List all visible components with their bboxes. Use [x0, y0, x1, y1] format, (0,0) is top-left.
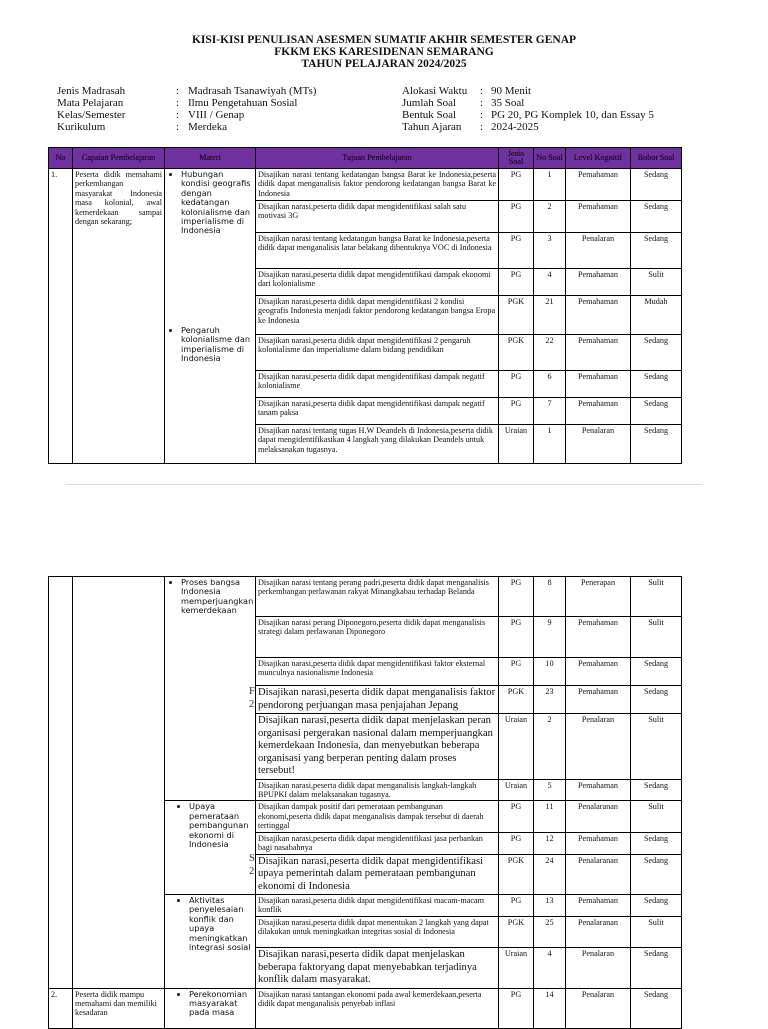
- info-label: Alokasi Waktu: [402, 85, 468, 97]
- bobot-cell: Sedang: [631, 686, 682, 714]
- materi-item: • Upaya pemerataan pembangunan ekonomi di Indonesia: [189, 802, 253, 849]
- jenis-cell: PG: [499, 617, 534, 658]
- bobot-cell: Sedang: [631, 398, 682, 425]
- table-row: [49, 988, 682, 1028]
- bobot-cell: Sedang: [631, 201, 682, 233]
- level-cell: Pemahaman: [566, 296, 631, 335]
- bobot-cell: Sulit: [631, 269, 682, 296]
- bobot-cell: Sedang: [631, 779, 682, 801]
- row-number: 1.: [49, 169, 73, 464]
- col-header-materi: Materi: [165, 148, 256, 169]
- jenis-cell: PGK: [499, 854, 534, 895]
- materi-cell: [165, 895, 256, 989]
- tujuan-cell: Disajikan narasi,peserta didik dapat mengidentifikasi 2 kondisi geografis Indonesia menjadi faktor pendorong kedatangan bangsa Eropa ke Indonesia: [256, 296, 499, 335]
- jenis-cell: PG: [499, 201, 534, 233]
- info-label: Tahun Ajaran: [402, 121, 462, 133]
- info-colon: :: [480, 97, 484, 109]
- tujuan-cell: Disajikan narasi,peserta didik dapat menentukan 2 langkah yang dapat dilakukan untuk meningkatkan integritas sosial di Indonesia: [256, 917, 499, 948]
- info-value: Merdeka: [188, 121, 228, 133]
- level-cell: Penalaran: [566, 425, 631, 464]
- kisi-kisi-table-page-1: [48, 147, 682, 464]
- materi-item: • Perekonomian masyarakat pada masa: [189, 990, 253, 1018]
- materi-item: • Pengaruh kolonialisme dan imperialisme di Indonesia: [181, 326, 253, 364]
- no-soal-cell: 25: [534, 917, 566, 948]
- materi-list: [167, 170, 253, 236]
- no-soal-cell: 24: [534, 854, 566, 895]
- info-label: Jenis Madrasah: [57, 85, 126, 97]
- col-header-tujuan: Tujuan Pembelajaran: [256, 148, 499, 169]
- tujuan-cell: Disajikan narasi,peserta didik dapat menjelaskan beberapa faktoryang dapat menyebabkan terjadinya konflik dalam masyarakat.: [256, 948, 499, 989]
- bobot-cell: Sedang: [631, 854, 682, 895]
- document-page-1: [0, 0, 768, 484]
- level-cell: Penalaran: [566, 714, 631, 780]
- jenis-cell: PG: [499, 658, 534, 686]
- tujuan-cell: Disajikan narasi,peserta didik dapat mengidentifikasi dampak negatif kolonialisme: [256, 371, 499, 398]
- tujuan-cell: Disajikan narasi tentang kedatangan bangsa Barat ke Indonesia,peserta didik dapat menganalisis latar belakang dibentuknya VOC di Indonesia: [256, 233, 499, 269]
- no-soal-cell: 22: [534, 335, 566, 371]
- stray-text-fragment: F: [249, 686, 255, 697]
- bobot-cell: Sulit: [631, 917, 682, 948]
- capaian-cell: Peserta didik memahami perkembangan masyarakat Indonesia masa kolonial, awal kemerdekaan sampai dengan sekarang;: [73, 169, 165, 464]
- doc-title-line-1: KISI-KISI PENULISAN ASESMEN SUMATIF AKHIR SEMESTER GENAP: [191, 34, 577, 46]
- materi-item: • Hubungan kondisi geografis dengan kedatangan kolonialisme dan imperialisme di Indonesia: [181, 170, 253, 236]
- info-colon: :: [480, 109, 484, 121]
- no-soal-cell: 2: [534, 201, 566, 233]
- info-label: Jumlah Soal: [402, 97, 457, 109]
- tujuan-cell: Disajikan narasi,peserta didik dapat mengidentifikasi 2 pengaruh kolonialisme dan imperialisme dalam bidang pendidikan: [256, 335, 499, 371]
- no-soal-cell: 10: [534, 658, 566, 686]
- page-separator: [66, 484, 702, 485]
- materi-list: [167, 578, 253, 616]
- info-value: PG 20, PG Komplek 10, dan Essay 5: [491, 109, 654, 121]
- no-soal-cell: 12: [534, 832, 566, 854]
- info-colon: :: [176, 85, 180, 97]
- col-header-capaian: Capaian Pembelajaran: [73, 148, 165, 169]
- info-value: 2024-2025: [491, 121, 539, 133]
- no-soal-cell: 3: [534, 233, 566, 269]
- level-cell: Pemahaman: [566, 335, 631, 371]
- bobot-cell: Sulit: [631, 577, 682, 617]
- jenis-cell: PGK: [499, 335, 534, 371]
- jenis-cell: PG: [499, 988, 534, 1028]
- no-soal-cell: 11: [534, 801, 566, 832]
- materi-item: • Aktivitas penyelesaian konflik dan upaya meningkatkan integrasi sosial: [189, 896, 253, 952]
- tujuan-cell: Disajikan narasi tentang perang padri,peserta didik dapat menganalisis perkembangan perlawanan rakyat Minangkabau terhadap Belanda: [256, 577, 499, 617]
- info-value: Ilmu Pengetahuan Sosial: [188, 97, 298, 109]
- tujuan-cell: Disajikan narasi,peserta didik dapat mengidentifikasi dampak negatif tanam paksa: [256, 398, 499, 425]
- info-value: Madrasah Tsanawiyah (MTs): [188, 85, 317, 97]
- bobot-cell: Sulit: [631, 617, 682, 658]
- level-cell: Pemahaman: [566, 779, 631, 801]
- level-cell: Penalaranan: [566, 917, 631, 948]
- level-cell: Penalaran: [566, 233, 631, 269]
- level-cell: Penalaran: [566, 988, 631, 1028]
- bobot-cell: Sedang: [631, 233, 682, 269]
- bobot-cell: Sulit: [631, 714, 682, 780]
- no-soal-cell: 6: [534, 371, 566, 398]
- info-label: Kurikulum: [57, 121, 106, 133]
- level-cell: Pemahaman: [566, 658, 631, 686]
- col-header-no: No: [49, 148, 73, 169]
- no-soal-cell: 21: [534, 296, 566, 335]
- level-cell: Pemahaman: [566, 169, 631, 201]
- jenis-cell: PG: [499, 371, 534, 398]
- jenis-cell: Uraian: [499, 425, 534, 464]
- tujuan-cell: Disajikan narasi tentang kedatangan bangsa Barat ke Indonesia,peserta didik dapat menganalisis faktor pendorong kedatangan bangsa Barat ke Indonesia: [256, 169, 499, 201]
- tujuan-cell: Disajikan narasi,peserta didik dapat mengidentifikasi jasa perbankan bagi nasabahnya: [256, 832, 499, 854]
- stray-text-fragment: 2: [249, 699, 255, 710]
- table-row: [49, 169, 682, 201]
- level-cell: Pemahaman: [566, 371, 631, 398]
- bobot-cell: Sedang: [631, 895, 682, 917]
- row-number: 2.: [49, 988, 73, 1028]
- level-cell: Pemahaman: [566, 895, 631, 917]
- level-cell: Penalaranan: [566, 801, 631, 832]
- level-cell: Pemahaman: [566, 617, 631, 658]
- bobot-cell: Sedang: [631, 371, 682, 398]
- info-label: Bentuk Soal: [402, 109, 457, 121]
- jenis-cell: PG: [499, 398, 534, 425]
- col-header-bobot: Bobot Soal: [631, 148, 682, 169]
- no-soal-cell: 23: [534, 686, 566, 714]
- materi-cell: [165, 169, 256, 464]
- bobot-cell: Mudah: [631, 296, 682, 335]
- materi-cell: [165, 577, 256, 801]
- jenis-cell: PG: [499, 169, 534, 201]
- tujuan-cell: Disajikan narasi,peserta didik dapat menjelaskan peran organisasi pergerakan nasional dalam memperjuangkan kemerdekaan Indonesia, dan menyebutkan beberapa organisasi yang berperan penting dalam proses tersebut!: [256, 714, 499, 780]
- bobot-cell: Sedang: [631, 425, 682, 464]
- bobot-cell: Sedang: [631, 335, 682, 371]
- info-value: 35 Soal: [491, 97, 525, 109]
- info-colon: :: [176, 97, 180, 109]
- tujuan-cell: Disajikan narasi,peserta didik dapat menganalisis faktor pendorong perjuangan masa penjajahan Jepang: [256, 686, 499, 714]
- level-cell: Penalaran: [566, 948, 631, 989]
- level-cell: Pemahaman: [566, 686, 631, 714]
- no-soal-cell: 13: [534, 895, 566, 917]
- info-colon: :: [176, 121, 180, 133]
- stray-text-fragment: S: [249, 853, 255, 864]
- materi-list: [167, 896, 253, 952]
- table-header-row: [49, 148, 682, 169]
- level-cell: Pemahaman: [566, 269, 631, 296]
- jenis-cell: PG: [499, 801, 534, 832]
- materi-item: • Proses bangsa Indonesia memperjuangkan kemerdekaan: [181, 578, 253, 616]
- row-number: [49, 577, 73, 989]
- capaian-cell: Peserta didik mampu memahami dan memiliki kesadaran: [73, 988, 165, 1028]
- tujuan-cell: Disajikan narasi,peserta didik dapat mengidentifikasi upaya pemerintah dalam pemerataan pembangunan ekonomi di Indonesia: [256, 854, 499, 895]
- jenis-cell: PGK: [499, 686, 534, 714]
- stray-text-fragment: 2: [249, 866, 255, 877]
- bobot-cell: Sulit: [631, 801, 682, 832]
- tujuan-cell: Disajikan narasi tantangan ekonomi pada awal kemerdekaan,peserta didik dapat menganalisis penyebab inflasi: [256, 988, 499, 1028]
- col-header-jenis: Jenis Soal: [499, 148, 534, 169]
- bobot-cell: Sedang: [631, 948, 682, 989]
- tujuan-cell: Disajikan dampak positif dari pemerataan pembangunan ekonomi,peserta didik dapat menganalisis dampak tersebut di daerah tertinggal: [256, 801, 499, 832]
- no-soal-cell: 5: [534, 779, 566, 801]
- jenis-cell: PG: [499, 269, 534, 296]
- jenis-cell: Uraian: [499, 779, 534, 801]
- info-label: Mata Pelajaran: [57, 97, 124, 109]
- no-soal-cell: 4: [534, 948, 566, 989]
- bobot-cell: Sedang: [631, 658, 682, 686]
- jenis-cell: PG: [499, 577, 534, 617]
- col-header-level: Level Kognitif: [566, 148, 631, 169]
- jenis-cell: PG: [499, 832, 534, 854]
- jenis-cell: Uraian: [499, 714, 534, 780]
- materi-list: [167, 990, 253, 1018]
- info-value: 90 Menit: [491, 85, 532, 97]
- jenis-cell: PGK: [499, 296, 534, 335]
- level-cell: Pemahaman: [566, 832, 631, 854]
- level-cell: Pemahaman: [566, 201, 631, 233]
- tujuan-cell: Disajikan narasi perang Diponegoro,peserta didik dapat menganalisis strategi dalam perlawanan Diponegoro: [256, 617, 499, 658]
- no-soal-cell: 8: [534, 577, 566, 617]
- no-soal-cell: 7: [534, 398, 566, 425]
- doc-title-line-2: FKKM EKS KARESIDENAN SEMARANG: [274, 46, 494, 58]
- materi-list: [167, 802, 253, 849]
- level-cell: Pemahaman: [566, 398, 631, 425]
- tujuan-cell: Disajikan narasi,peserta didik dapat mengidentifikasi salah satu motivasi 3G: [256, 201, 499, 233]
- level-cell: Penerapan: [566, 577, 631, 617]
- table-row: [49, 577, 682, 617]
- capaian-cell: [73, 577, 165, 989]
- materi-cell: [165, 988, 256, 1028]
- jenis-cell: PG: [499, 233, 534, 269]
- info-colon: :: [480, 121, 484, 133]
- no-soal-cell: 2: [534, 714, 566, 780]
- col-header-no-soal: No Soal: [534, 148, 566, 169]
- document-page-2: [0, 498, 768, 1024]
- jenis-cell: PG: [499, 895, 534, 917]
- bobot-cell: Sedang: [631, 988, 682, 1028]
- no-soal-cell: 4: [534, 269, 566, 296]
- info-colon: :: [480, 85, 484, 97]
- jenis-cell: Uraian: [499, 948, 534, 989]
- tujuan-cell: Disajikan narasi,peserta didik dapat mengidentifikasi faktor eksternal munculnya nasionalisme Indonesia: [256, 658, 499, 686]
- level-cell: Penalaranan: [566, 854, 631, 895]
- tujuan-cell: Disajikan narasi,peserta didik dapat menganalisis langkah-langkah BPUPKI dalam melaksanakan tugasnya.: [256, 779, 499, 801]
- info-colon: :: [176, 109, 180, 121]
- jenis-cell: PGK: [499, 917, 534, 948]
- info-label: Kelas/Semester: [57, 109, 126, 121]
- tujuan-cell: Disajikan narasi,peserta didik dapat mengidentifikasi macam-macam konflik: [256, 895, 499, 917]
- materi-cell: [165, 801, 256, 895]
- tujuan-cell: Disajikan narasi tentang tugas H.W Deandels di Indonesia,peserta didik dapat mengidentifikasikan 4 langkah yang dilakukan Deandels untuk melaksanakan tugasnya.: [256, 425, 499, 464]
- tujuan-cell: Disajikan narasi,peserta didik dapat mengidentifikasi dampak ekonomi dari kolonialisme: [256, 269, 499, 296]
- info-value: VIII / Genap: [188, 109, 245, 121]
- no-soal-cell: 9: [534, 617, 566, 658]
- kisi-kisi-table-page-2: [48, 576, 682, 1029]
- bobot-cell: Sedang: [631, 169, 682, 201]
- no-soal-cell: 1: [534, 169, 566, 201]
- bobot-cell: Sedang: [631, 832, 682, 854]
- doc-title-line-3: TAHUN PELAJARAN 2024/2025: [301, 58, 467, 70]
- materi-list: [167, 326, 253, 364]
- no-soal-cell: 14: [534, 988, 566, 1028]
- no-soal-cell: 1: [534, 425, 566, 464]
